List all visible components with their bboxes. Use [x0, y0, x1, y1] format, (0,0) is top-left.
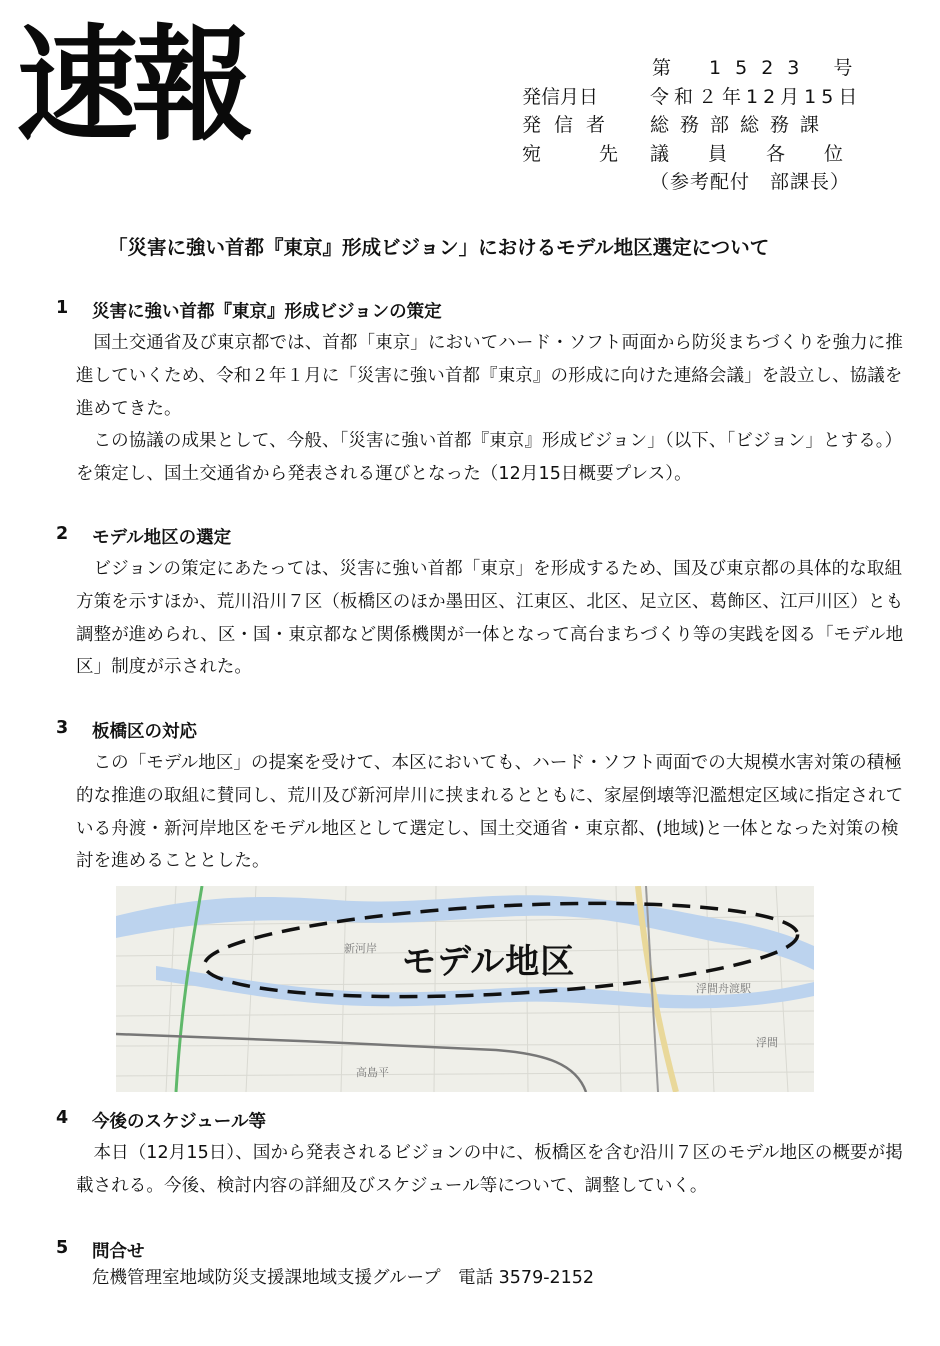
meta-sender-row: [522, 111, 882, 140]
section-title: 板橋区の対応: [92, 722, 197, 742]
section-5: [56, 1238, 594, 1293]
contact-info: 危機管理室地域防災支援課地域支援グループ 電話 3579-2152: [92, 1268, 595, 1288]
date-value: 令和２年12月15日: [650, 85, 863, 108]
paragraph: この「モデル地区」の提案を受けて、本区においても、ハード・ソフト両面での大規模水害対策の積極的な推進の取組に賛同し、荒川及び新河岸川に挟まれるとともに、家屋倒壊等氾濫想定区域に指定されている舟渡・新河岸地区をモデル地区として選定し、国土交通省・東京都、(地域)と一体となった対策の検討を進めることとした。: [76, 753, 904, 872]
place-label: 高島平: [356, 1066, 389, 1079]
meta-recipient-row: [522, 140, 882, 169]
place-label: 新河岸: [344, 942, 377, 955]
recipient-label: 宛先: [522, 142, 677, 165]
section-number: 4: [56, 1108, 69, 1128]
meta-cc-row: [522, 168, 882, 197]
section-1: [56, 298, 906, 491]
section-heading: [56, 298, 906, 323]
number-value: 1523: [709, 57, 814, 79]
date-label: 発信月日: [522, 85, 599, 108]
section-heading: [56, 718, 906, 743]
paragraph: ビジョンの策定にあたっては、災害に強い首都「東京」を形成するため、国及び東京都の具体的な取組方策を示すほか、荒川沿川７区（板橋区のほか墨田区、江東区、北区、足立区、葛飾区、江戸川区）とも調整が進められ、区・国・東京都など関係機関が一体となって高台まちづくり等の実践を図る「モデル地区」制度が示された。: [76, 559, 904, 678]
meta-date-row: [522, 83, 882, 112]
section-number: 1: [56, 298, 69, 318]
document-title: 「災害に強い首都『東京』形成ビジョン」におけるモデル地区選定について: [108, 236, 770, 259]
section-3: [56, 718, 906, 878]
map-graphic: [116, 886, 814, 1092]
section-title: 災害に強い首都『東京』形成ビジョンの策定: [92, 302, 442, 322]
number-label: 第: [652, 57, 672, 79]
section-number: 5: [56, 1238, 69, 1258]
section-title: 今後のスケジュール等: [92, 1112, 266, 1132]
number-suffix: 号: [833, 57, 853, 79]
section-title: モデル地区の選定: [92, 528, 232, 548]
section-4: [56, 1108, 906, 1203]
section-heading: [56, 1108, 906, 1133]
place-label: 浮間舟渡駅: [696, 982, 751, 995]
section-2: [56, 524, 906, 684]
rail-line: [116, 1034, 586, 1092]
section-number: 2: [56, 524, 69, 544]
map-label: モデル地区: [402, 942, 576, 982]
recipient-value: 議員各位: [650, 142, 883, 165]
sender-label: 発信者: [522, 114, 619, 137]
paragraph: 国土交通省及び東京都では、首都「東京」においてハード・ソフト両面から防災まちづくりを強力に推進していくため、令和２年１月に「災害に強い首都『東京』の形成に向けた連絡会議」を設立し、協議を進めてきた。: [76, 333, 903, 419]
section-number: 3: [56, 718, 69, 738]
section-heading: [56, 1238, 594, 1263]
brush-title: 速報: [16, 13, 248, 158]
section-heading: [56, 524, 906, 549]
cc-value: （参考配付 部課長）: [650, 171, 851, 194]
place-label: 浮間: [756, 1036, 778, 1049]
sender-value: 総務部総務課: [650, 114, 831, 137]
section-title: 問合せ: [92, 1242, 145, 1262]
meta-number-row: [522, 54, 882, 83]
paragraph: 本日（12月15日）、国から発表されるビジョンの中に、板橋区を含む沿川７区のモデル地区の概要が掲載される。今後、検討内容の詳細及びスケジュール等について、調整していく。: [76, 1143, 903, 1196]
paragraph: この協議の成果として、今般、「災害に強い首都『東京』形成ビジョン」（以下、「ビジョン」とする。）を策定し、国土交通省から発表される運びとなった（12月15日概要プレス）。: [76, 431, 903, 485]
model-district-map: [116, 886, 814, 1092]
document-meta: [522, 54, 882, 197]
